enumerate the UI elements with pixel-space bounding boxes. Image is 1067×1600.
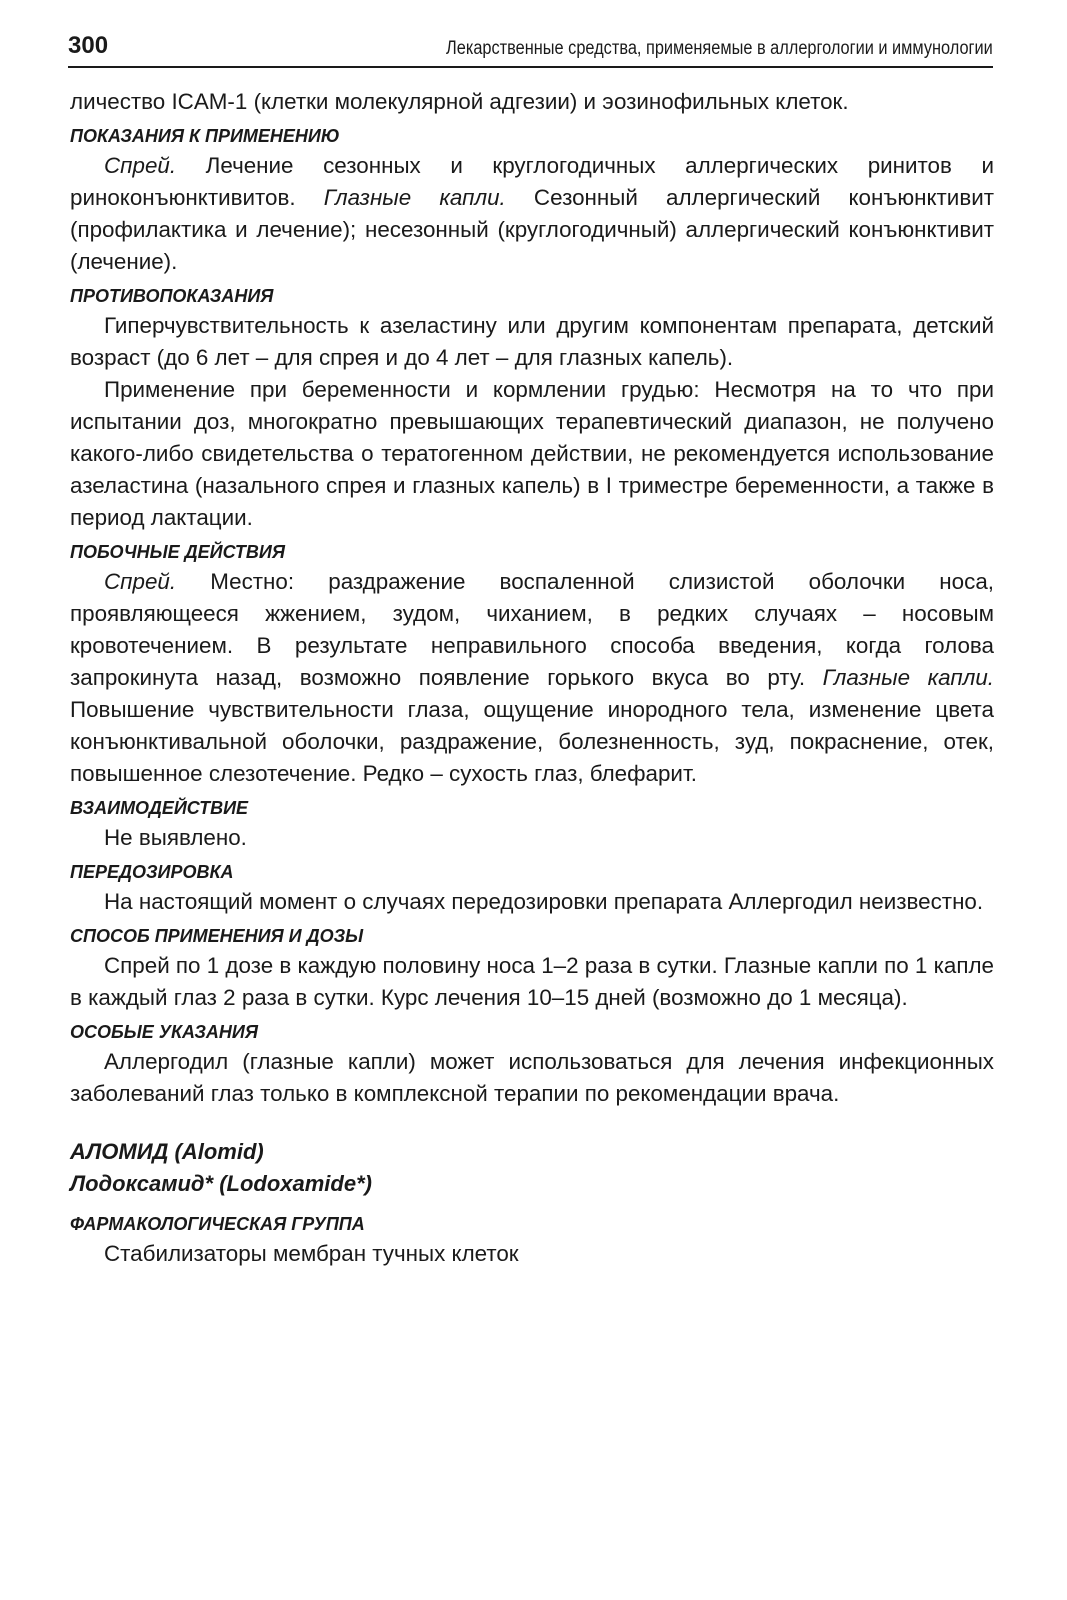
drug-generic-name: Лодоксамид* (Lodoxamide*)	[70, 1171, 372, 1196]
indications-spray-text: Лечение сезонных и круглогодичных аллергических ринитов и риноконъюнктивитов.	[70, 153, 994, 210]
page-header	[68, 32, 993, 68]
pregnancy-paragraph	[70, 374, 994, 534]
pregnancy-text: Несмотря на то что при испытании доз, многократно превышающих терапевтический диапазон, не получено какого-либо свидетельства о тератогенном действии, не рекомендуется использование азеластина (назального спрея и глазных капель) в I триместре беременности, а также в период лактации.	[70, 377, 994, 530]
overdose-paragraph: На настоящий момент о случаях передозировки препарата Аллергодил неизвестно.	[104, 889, 984, 914]
pharm-group-paragraph: Стабилизаторы мембран тучных клеток	[104, 1241, 519, 1266]
side-spray-label: Спрей.	[104, 569, 177, 594]
heading-overdose: ПЕРЕДОЗИРОВКА	[70, 862, 234, 882]
special-paragraph: Аллергодил (глазные капли) может использоваться для лечения инфекционных заболеваний глаз только в комплексной терапии по рекомендации врача.	[70, 1049, 994, 1106]
pregnancy-label: Применение при беременности и кормлении грудью:	[104, 377, 700, 402]
heading-special: ОСОБЫЕ УКАЗАНИЯ	[70, 1022, 258, 1042]
side-effects-paragraph	[70, 566, 994, 790]
intro-paragraph: личество ICAM-1 (клетки молекулярной адгезии) и эозинофильных клеток.	[70, 89, 849, 114]
heading-contraindications: ПРОТИВОПОКАЗАНИЯ	[70, 286, 274, 306]
heading-side-effects: ПОБОЧНЫЕ ДЕЙСТВИЯ	[70, 542, 285, 562]
indications-drops-text: Сезонный аллергический конъюнктивит (профилактика и лечение); несезонный (круглогодичный) аллергический конъюнктивит (лечение).	[70, 185, 994, 274]
drops-label: Глазные капли.	[323, 185, 506, 210]
page-body	[70, 86, 994, 1270]
drug-name: АЛОМИД (Alomid)	[70, 1139, 264, 1164]
spray-label: Спрей.	[104, 153, 177, 178]
side-drops-text: Повышение чувствительности глаза, ощущение инородного тела, изменение цвета конъюнктивальной оболочки, раздражение, болезненность, зуд, покраснение, отек, повышенное слезотечение. Редко – сухость глаз, блефарит.	[70, 697, 994, 786]
drug-title-block	[70, 1136, 994, 1200]
contraindications-paragraph: Гиперчувствительность к азеластину или другим компонентам препарата, детский возраст (до 6 лет – для спрея и до 4 лет – для глазных капель).	[70, 313, 994, 370]
heading-dosage: СПОСОБ ПРИМЕНЕНИЯ И ДОЗЫ	[70, 926, 364, 946]
dosage-paragraph: Спрей по 1 дозе в каждую половину носа 1–2 раза в сутки. Глазные капли по 1 капле в каждый глаз 2 раза в сутки. Курс лечения 10–15 дней (возможно до 1 месяца).	[70, 953, 994, 1010]
heading-interaction: ВЗАИМОДЕЙСТВИЕ	[70, 798, 249, 818]
running-title: Лекарственные средства, применяемые в аллергологии и иммунологии	[446, 38, 993, 59]
side-spray-text: Местно: раздражение воспаленной слизистой оболочки носа, проявляющееся жжением, зудом, чиханием, в редких случаях – носовым кровотечением. В результате неправильного способа введения, когда голова запрокинута назад, возможно появление горького вкуса во рту.	[70, 569, 994, 690]
interaction-paragraph: Не выявлено.	[104, 825, 247, 850]
side-drops-label: Глазные капли.	[822, 665, 994, 690]
heading-pharm-group: ФАРМАКОЛОГИЧЕСКАЯ ГРУППА	[70, 1214, 365, 1234]
page-number: 300	[68, 32, 109, 59]
indications-paragraph	[70, 150, 994, 278]
heading-indications: ПОКАЗАНИЯ К ПРИМЕНЕНИЮ	[70, 126, 340, 146]
